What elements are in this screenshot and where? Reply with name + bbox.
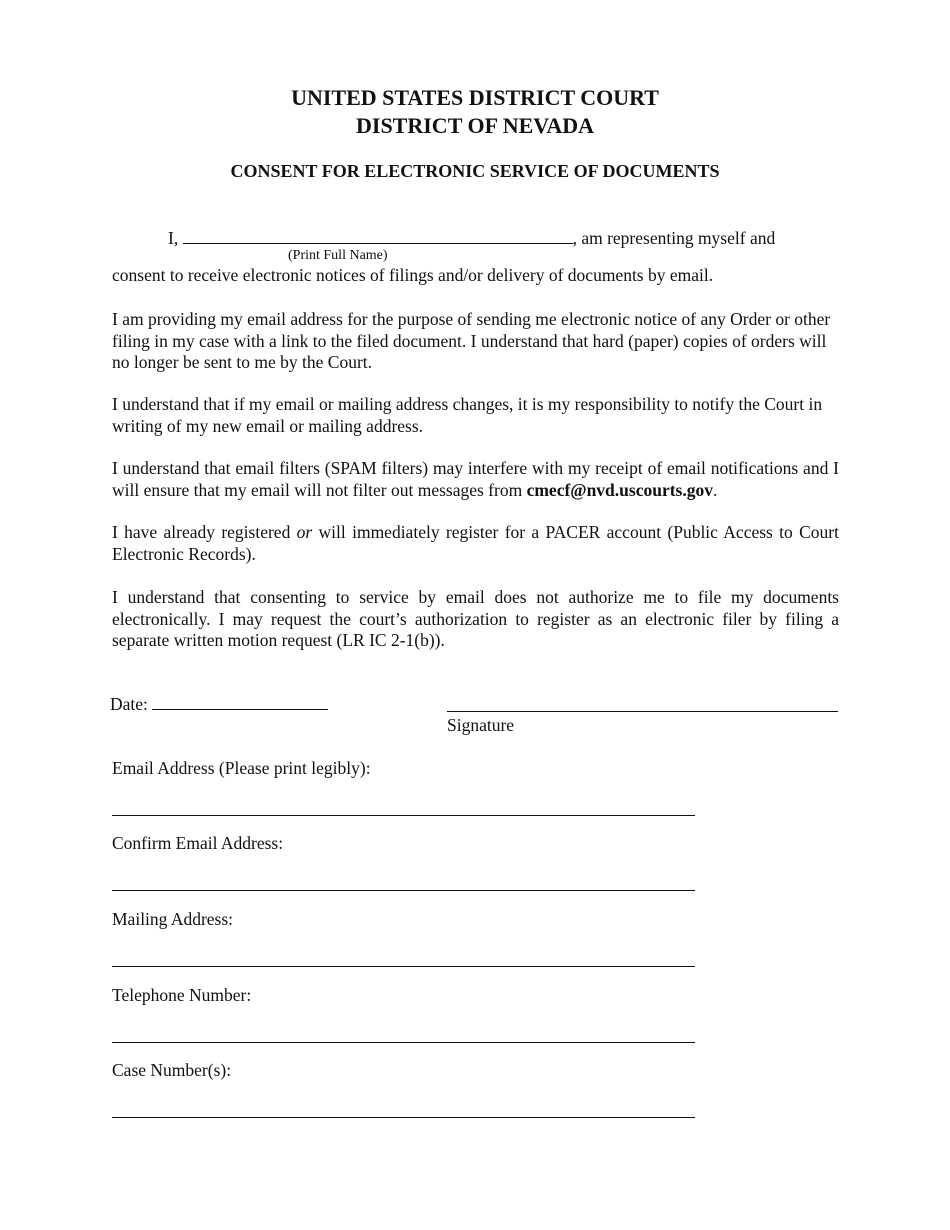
full-name-caption: (Print Full Name) (288, 248, 388, 263)
pacer-text-start: I have already registered (112, 522, 297, 542)
email-field[interactable] (112, 815, 695, 816)
case-number-label: Case Number(s): (112, 1060, 232, 1080)
court-email-address: cmecf@nvd.uscourts.gov (526, 479, 713, 500)
mailing-address-field[interactable] (112, 966, 695, 967)
full-name-field[interactable] (183, 227, 573, 244)
paragraph-email-purpose: I am providing my email address for the purpose of sending me electronic notice of any Order or other filing in my case with a link to the filed document. I understand that hard (paper) copies of orders will no longer be sent to me by the Court. (112, 309, 831, 372)
intro-suffix: , am representing myself and (572, 228, 776, 248)
intro-prefix: I, (168, 228, 179, 248)
spam-text-end: . (712, 479, 718, 500)
date-field[interactable] (152, 693, 328, 710)
mailing-address-label: Mailing Address: (112, 909, 234, 929)
paragraph-spam-filters (112, 458, 839, 501)
paragraph-address-change: I understand that if my email or mailing address changes, it is my responsibility to notify the Court in writing of my new email or mailing address. (112, 394, 823, 436)
paragraph-pacer (112, 522, 839, 565)
confirm-email-label: Confirm Email Address: (112, 833, 284, 853)
confirm-email-field[interactable] (112, 890, 695, 891)
spam-text: I understand that email filters (SPAM filters) may interfere with my receipt of email notifications and I will ensure that my email will not filter out messages from (112, 458, 839, 500)
signature-line[interactable] (447, 711, 838, 712)
pacer-or: or (296, 522, 313, 542)
case-number-field[interactable] (112, 1117, 695, 1118)
pacer-text-end: will immediately register for a PACER account (Public Access to Court Electronic Records). (112, 522, 839, 564)
paragraph-no-efiling: I understand that consenting to service by email does not authorize me to file my documents electronically. I may request the court’s authorization to register as an electronic filer by filing a separate written motion request (LR IC 2-1(b)). (112, 587, 839, 650)
district-name: DISTRICT OF NEVADA (356, 113, 594, 138)
court-name: UNITED STATES DISTRICT COURT (291, 85, 659, 110)
intro-line (168, 227, 775, 250)
email-label: Email Address (Please print legibly): (112, 758, 371, 778)
telephone-label: Telephone Number: (112, 985, 252, 1005)
date-row (110, 693, 328, 716)
form-title: CONSENT FOR ELECTRONIC SERVICE OF DOCUMENTS (230, 161, 720, 181)
date-label: Date: (110, 694, 148, 714)
telephone-field[interactable] (112, 1042, 695, 1043)
signature-label: Signature (447, 715, 515, 735)
intro-continuation: consent to receive electronic notices of filings and/or delivery of documents by email. (112, 265, 714, 285)
